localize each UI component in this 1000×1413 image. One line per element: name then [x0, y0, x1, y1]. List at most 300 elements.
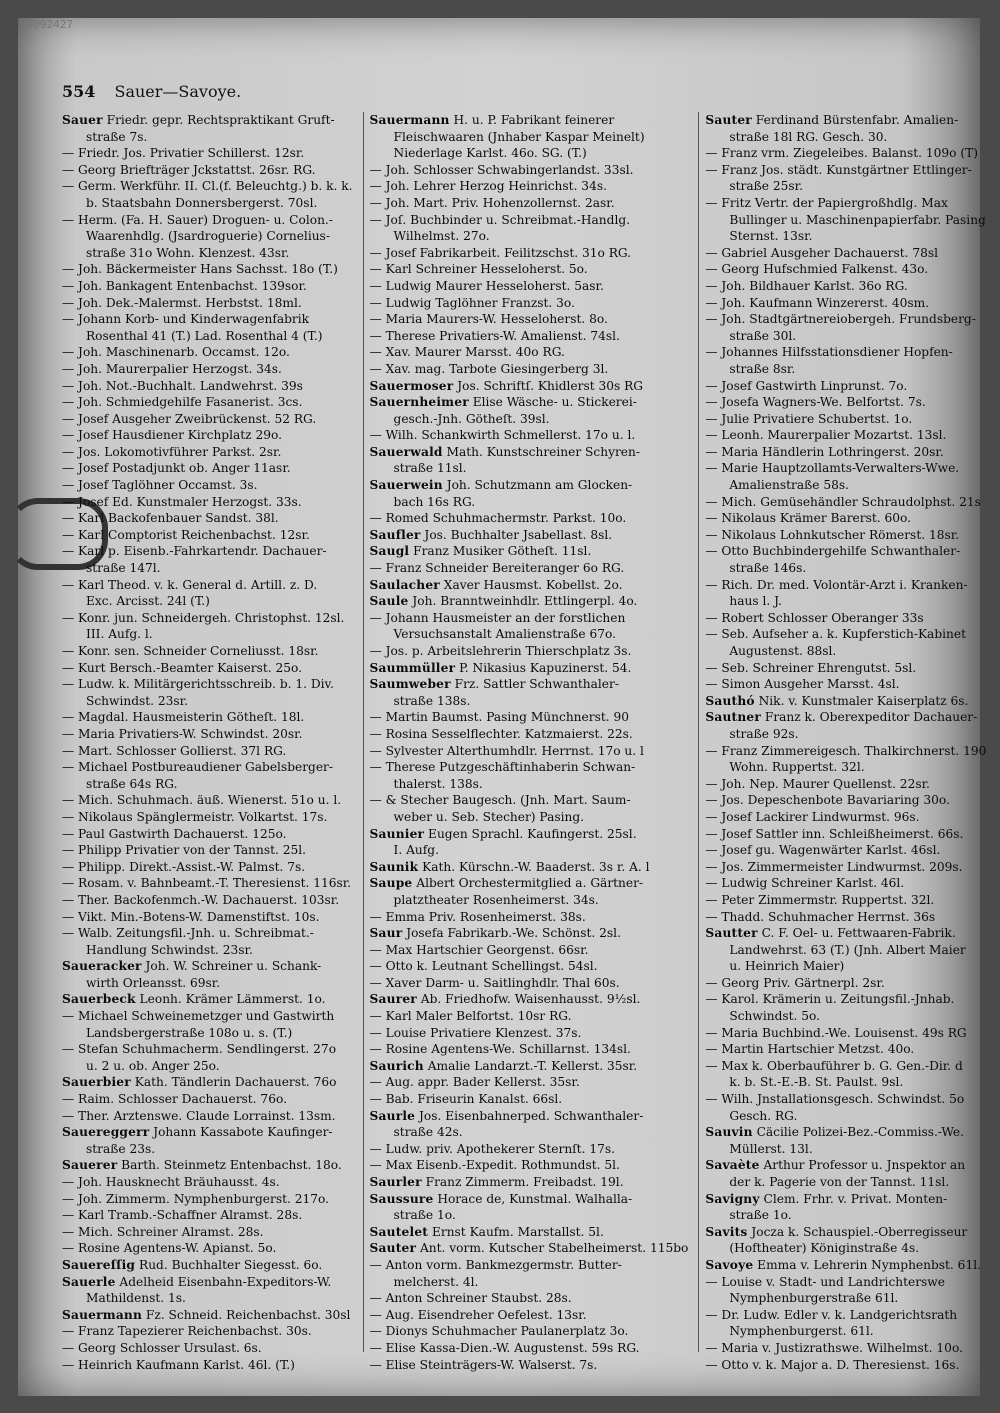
entry-text: — Xaver Darm- u. Saitlinghdlr. Thal 60s.	[369, 975, 620, 990]
entry-text: — Therese Privatiers-W. Amalienst. 74sl.	[369, 328, 620, 343]
surname-headword: Sautner	[705, 710, 761, 725]
entry-continuation	[705, 1240, 986, 1257]
surname-headword: Saupe	[369, 876, 413, 891]
entry-text: Barth. Steinmetz Entenbachst. 18o.	[117, 1158, 342, 1173]
entry-text: Leonh. Krämer Lämmerst. 1o.	[135, 992, 326, 1007]
entry-text: Frz. Sattler Schwanthaler-	[450, 677, 619, 692]
entry-text: — Leonh. Maurerpalier Mozartst. 13sl.	[705, 428, 947, 443]
entry-line	[705, 1357, 986, 1374]
entry-text: — Philipp Privatier von der Tannst. 25l.	[62, 843, 307, 858]
entry-text: P. Nikasius Kapuzinerst. 54.	[455, 660, 632, 675]
entry-text: — Emma Priv. Rosenheimerst. 38s.	[369, 909, 586, 924]
entry-text: — Robert Schlosser Oberanger 33s	[705, 610, 924, 625]
entry-continuation	[62, 693, 353, 710]
entry-continuation	[370, 626, 689, 643]
entry-continuation	[62, 776, 353, 793]
entry-continuation	[62, 195, 353, 212]
entry-line	[705, 577, 986, 594]
surname-headword: Savigny	[705, 1191, 760, 1206]
surname-headword: Saurer	[369, 992, 417, 1007]
entry-text: — Josef Taglöhner Occamst. 3s.	[62, 478, 258, 493]
entry-text: Bullinger u. Maschinenpapierfabr. Pasing	[729, 212, 986, 227]
surname-headword: Sauerle	[62, 1274, 116, 1289]
entry-text: — Friedr. Jos. Privatier Schillerst. 12sr.	[62, 146, 305, 161]
entry-continuation	[370, 1274, 689, 1291]
entry-line	[705, 411, 986, 428]
entry-text: — Otto k. Leutnant Schellingst. 54sl.	[369, 959, 598, 974]
surname-headword: Saur	[369, 926, 403, 941]
entry-line	[370, 328, 689, 345]
entry-text: — Maria Händlerin Lothringerst. 20sr.	[705, 444, 944, 459]
entry-text: — Karl p. Eisenb.-Fahrkartendr. Dachauer-	[62, 544, 327, 559]
entry-text: straße 147l.	[86, 561, 161, 576]
entry-text: — Wilh. Jnstallationsgesch. Schwindst. 5o	[705, 1092, 965, 1107]
entry-line	[705, 859, 986, 876]
entry-text: — Maria Maurers-W. Hesseloherst. 8o.	[369, 312, 608, 327]
entry-headword-line	[370, 1240, 689, 1257]
entry-text: — Vikt. Min.-Botens-W. Damenstiftst. 10s.	[62, 909, 320, 924]
surname-headword: Sauerwein	[369, 478, 443, 493]
entry-continuation	[705, 593, 986, 610]
entry-text: — Josef Hausdiener Kirchplatz 29o.	[62, 428, 282, 443]
page-header	[62, 82, 962, 106]
entry-text: Versuchsanstalt Amalienstraße 67o.	[393, 627, 616, 642]
entry-headword-line	[705, 1191, 986, 1208]
entry-text: haus l. J.	[729, 594, 782, 609]
entry-line	[62, 295, 353, 312]
entry-text: — Karl Comptorist Reichenbachst. 12sr.	[62, 527, 310, 542]
entry-text: — Joh. Bankagent Entenbachst. 139sor.	[62, 278, 307, 293]
entry-text: straße 23s.	[86, 1141, 156, 1156]
entry-text: Jos. Eisenbahnerped. Schwanthaler-	[415, 1108, 644, 1123]
entry-text: Math. Kunstschreiner Schyren-	[442, 444, 640, 459]
entry-line	[62, 527, 353, 544]
entry-text: — Louise Privatiere Klenzest. 37s.	[369, 1025, 582, 1040]
entry-line	[370, 195, 689, 212]
entry-line	[370, 1074, 689, 1091]
entry-line	[705, 145, 986, 162]
entry-text: Waarenhdlg. (Jsardroguerie) Cornelius-	[86, 229, 330, 244]
entry-text: Albert Orchestermitglied a. Gärtner-	[412, 876, 644, 891]
entry-text: — Karl Tramb.-Schaffner Alramst. 28s.	[62, 1208, 303, 1223]
entry-headword-line	[370, 543, 689, 560]
entry-line	[370, 792, 689, 809]
entry-headword-line	[370, 660, 689, 677]
entry-text: — Philipp. Direkt.-Assist.-W. Palmst. 7s.	[62, 859, 306, 874]
entry-text: Müllerst. 13l.	[729, 1141, 813, 1156]
entry-line	[705, 278, 986, 295]
entry-text: (Hoftheater) Königinstraße 4s.	[729, 1241, 920, 1256]
entry-line	[62, 826, 353, 843]
surname-headword: Saugl	[369, 544, 410, 559]
surname-headword: Saule	[369, 594, 409, 609]
entry-continuation	[62, 1290, 353, 1307]
entry-text: — Julie Privatiere Schubertst. 1o.	[705, 411, 913, 426]
entry-line	[705, 162, 986, 179]
entry-line	[705, 494, 986, 511]
entry-text: — Georg Schlosser Ursulast. 6s.	[62, 1340, 262, 1355]
entry-text: Exc. Arcisst. 24l (T.)	[86, 594, 210, 609]
entry-line	[62, 510, 353, 527]
entry-text: gesch.-Jnh. Götheſt. 39sl.	[393, 411, 550, 426]
entry-line	[705, 344, 986, 361]
surname-headword: Sauter	[705, 113, 752, 127]
entry-continuation	[370, 892, 689, 909]
entry-text: — Mich. Schuhmach. äuß. Wienerst. 51o u. l.	[62, 793, 342, 808]
surname-headword: Saunier	[369, 826, 425, 841]
entry-line	[705, 444, 986, 461]
entry-text: — Maria v. Justizrathswe. Wilhelmst. 10o.	[705, 1340, 963, 1355]
entry-line	[370, 958, 689, 975]
entry-continuation	[705, 1074, 986, 1091]
entry-line	[705, 776, 986, 793]
entry-text: straße 1o.	[393, 1208, 456, 1223]
entry-text: Ab. Friedhofw. Waisenhausst. 9½sl.	[416, 992, 641, 1007]
entry-text: — Nikolaus Krämer Barerst. 60o.	[705, 511, 912, 526]
entry-line	[370, 709, 689, 726]
entry-line	[62, 909, 353, 926]
entry-line	[370, 942, 689, 959]
entry-text: — Franz Tapezierer Reichenbachst. 30s.	[62, 1324, 312, 1339]
surname-headword: Saueracker	[62, 959, 142, 974]
entry-text: melcherst. 4l.	[393, 1274, 479, 1289]
entry-line	[370, 178, 689, 195]
entry-text: straße 18l RG. Gesch. 30.	[729, 129, 888, 144]
entry-line	[62, 726, 353, 743]
entry-text: — Therese Putzgeschäftinhaberin Schwan-	[369, 760, 636, 775]
entry-text: — & Stecher Baugesch. (Jnh. Mart. Saum-	[369, 793, 631, 808]
entry-text: bach 16s RG.	[393, 494, 476, 509]
entry-line	[62, 1174, 353, 1191]
entry-text: Jocza k. Schauspiel.-Oberregisseur	[747, 1224, 968, 1239]
entry-line	[370, 510, 689, 527]
entry-line	[705, 826, 986, 843]
entry-text: straße 92s.	[729, 726, 799, 741]
entry-text: — Konr. sen. Schneider Corneliusst. 18sr.	[62, 644, 319, 658]
surname-headword: Sauerbier	[62, 1075, 131, 1090]
entry-headword-line	[370, 1058, 689, 1075]
entry-line	[62, 543, 353, 560]
entry-headword-line	[370, 593, 689, 610]
entry-line	[370, 1290, 689, 1307]
entry-text: — Ther. Backofenmch.-W. Dachauerst. 103sr.	[62, 892, 340, 907]
entry-continuation	[705, 328, 986, 345]
entry-text: Sternst. 13sr.	[729, 229, 813, 244]
entry-headword-line	[370, 378, 689, 395]
entry-text: der k. Pagerie von der Tannst. 11sl.	[729, 1175, 950, 1189]
entry-text: straße 7s.	[86, 129, 148, 144]
entry-line	[705, 261, 986, 278]
entry-text: — Josef gu. Wagenwärter Karlst. 46sl.	[705, 843, 941, 858]
entry-text: Elise Wäsche- u. Stickerei-	[468, 395, 637, 410]
entry-text: Gesch. RG.	[729, 1108, 798, 1123]
entry-continuation	[705, 1323, 986, 1340]
entry-text: straße 146s.	[729, 561, 807, 576]
entry-line	[62, 427, 353, 444]
entry-text: — Ludwig Maurer Hesseloherst. 5asr.	[369, 278, 604, 293]
entry-text: — Otto v. k. Major a. D. Theresienst. 16s.	[705, 1357, 960, 1372]
entry-text: — Michael Postbureaudiener Gabelsberger-	[62, 760, 334, 775]
entry-line	[62, 1091, 353, 1108]
surname-headword: Sauerwald	[369, 444, 443, 459]
surname-headword: Savoye	[705, 1257, 754, 1272]
entry-text: straße 31o Wohn. Klenzest. 43sr.	[86, 245, 290, 260]
entry-line	[62, 444, 353, 461]
entry-text: — Joh. Mart. Priv. Hohenzollernst. 2asr.	[369, 195, 615, 210]
entry-line	[62, 394, 353, 411]
entry-text: Nik. v. Kunstmaler Kaiserplatz 6s.	[754, 693, 969, 708]
entry-text: b. Staatsbahn Donnersbergerst. 70sl.	[86, 195, 318, 210]
entry-text: Jos. Buchhalter Jsabellast. 8sl.	[420, 527, 613, 542]
entry-line	[705, 842, 986, 859]
entry-continuation	[705, 958, 986, 975]
entry-line	[62, 145, 353, 162]
surname-headword: Saunik	[369, 859, 419, 874]
entry-continuation	[705, 228, 986, 245]
entry-line	[370, 278, 689, 295]
entry-line	[62, 344, 353, 361]
entry-text: — Josef Gastwirth Linprunst. 7o.	[705, 378, 908, 393]
entry-continuation	[705, 726, 986, 743]
entry-line	[62, 361, 353, 378]
column-2	[363, 112, 689, 1372]
entry-continuation	[62, 593, 353, 610]
entry-text: — Johann Hausmeister an der forstlichen	[369, 610, 626, 625]
entry-line	[62, 792, 353, 809]
entry-line	[62, 759, 353, 776]
entry-line	[62, 875, 353, 892]
entry-line	[705, 510, 986, 527]
entry-continuation	[705, 212, 986, 229]
entry-text: — Karl Theod. v. k. General d. Artill. z. D.	[62, 577, 318, 592]
surname-headword: Sauereggerr	[62, 1125, 150, 1140]
entry-text: Franz Musiker Götheſt. 11sl.	[409, 544, 592, 559]
entry-continuation	[705, 643, 986, 660]
entry-text: — Ther. Arztenswe. Claude Lorrainst. 13sm.	[62, 1108, 336, 1123]
entry-headword-line	[370, 444, 689, 461]
entry-text: — Seb. Aufseher a. k. Kupferstich-Kabinet	[705, 627, 966, 642]
entry-text: — Joh. Not.-Buchhalt. Landwehrst. 39s	[62, 378, 303, 393]
entry-line	[370, 261, 689, 278]
entry-text: straße 1o.	[729, 1208, 792, 1223]
entry-text: Horace de, Kunstmal. Walhalla-	[433, 1191, 633, 1206]
entry-headword-line	[705, 709, 986, 726]
surname-headword: Saurle	[369, 1108, 416, 1123]
scan-id: 00092427	[20, 18, 73, 31]
entry-headword-line	[705, 112, 986, 129]
entry-line	[705, 394, 986, 411]
entry-line	[62, 1008, 353, 1025]
entry-line	[62, 1340, 353, 1357]
entry-text: Adelheid Eisenbahn-Expeditors-W.	[115, 1274, 332, 1289]
entry-continuation	[370, 145, 689, 162]
entry-text: straße 64s RG.	[86, 776, 178, 791]
entry-line	[370, 1008, 689, 1025]
entry-text: — Johann Korb- und Kinderwagenfabrik	[62, 312, 310, 327]
entry-line	[62, 1207, 353, 1224]
entry-continuation	[705, 1290, 986, 1307]
entry-continuation	[370, 842, 689, 859]
entry-continuation	[370, 1207, 689, 1224]
entry-text: Rud. Buchhalter Siegesst. 6o.	[135, 1257, 323, 1272]
entry-headword-line	[370, 577, 689, 594]
entry-text: — Wilh. Schankwirth Schmellerst. 17o u. l.	[369, 428, 636, 443]
entry-line	[370, 610, 689, 627]
entry-text: — Joſ. Buchbinder u. Schreibmat.-Handlg.	[369, 212, 631, 227]
entry-headword-line	[370, 676, 689, 693]
entry-text: — Johannes Hilfsstationsdiener Hopfen-	[705, 345, 953, 360]
entry-line	[62, 809, 353, 826]
entry-line	[705, 1041, 986, 1058]
surname-headword: Sauermann	[369, 113, 450, 127]
entry-text: — Aug. Eisendreher Oefelest. 13sr.	[369, 1307, 587, 1322]
entry-line	[705, 792, 986, 809]
entry-headword-line	[370, 826, 689, 843]
entry-line	[62, 1240, 353, 1257]
entry-headword-line	[62, 1124, 353, 1141]
entry-line	[705, 1340, 986, 1357]
entry-text: straße 138s.	[393, 693, 471, 708]
entry-line	[705, 626, 986, 643]
entry-text: — Louise v. Stadt- und Landrichterswe	[705, 1274, 945, 1289]
entry-text: — Rosine Agentens-W. Apianst. 5o.	[62, 1241, 277, 1256]
entry-headword-line	[62, 1074, 353, 1091]
entry-text: Friedr. gepr. Rechtspraktikant Gruft-	[102, 113, 335, 127]
entry-text: — Georg Priv. Gärtnerpl. 2sr.	[705, 975, 885, 990]
entry-text: — Nikolaus Lohnkutscher Römerst. 18sr.	[705, 527, 960, 542]
entry-continuation	[62, 328, 353, 345]
entry-line	[370, 1041, 689, 1058]
entry-text: — Maria Buchbind.-We. Louisenst. 49s RG	[705, 1025, 967, 1040]
entry-line	[705, 809, 986, 826]
entry-text: — Martin Hartschier Metzst. 40o.	[705, 1042, 915, 1057]
surname-headword: Saufler	[369, 527, 421, 542]
page-number: 554	[62, 82, 96, 101]
surname-headword: Saurich	[369, 1058, 424, 1073]
entry-line	[370, 726, 689, 743]
entry-line	[370, 311, 689, 328]
entry-text: — Max k. Oberbauführer b. G. Gen.-Dir. d	[705, 1058, 963, 1073]
entry-line	[370, 909, 689, 926]
entry-line	[370, 344, 689, 361]
entry-continuation	[705, 129, 986, 146]
surname-headword: Sauer	[62, 113, 103, 127]
entry-continuation	[705, 1008, 986, 1025]
entry-continuation	[62, 942, 353, 959]
entry-text: Ant. vorm. Kutscher Stabelheimerst. 115bo	[416, 1241, 689, 1256]
surname-headword: Sauerbeck	[62, 992, 136, 1007]
entry-headword-line	[62, 1257, 353, 1274]
entry-continuation	[62, 228, 353, 245]
entry-text: — Ludwig Schreiner Karlst. 46l.	[705, 876, 905, 891]
entry-text: Franz Zimmerm. Freibadst. 19l.	[421, 1175, 624, 1189]
entry-line	[705, 527, 986, 544]
entry-text: Joh. Schutzmann am Glocken-	[442, 478, 633, 493]
entry-line	[370, 1091, 689, 1108]
entry-line	[62, 709, 353, 726]
entry-continuation	[705, 1207, 986, 1224]
entry-line	[705, 195, 986, 212]
entry-continuation	[370, 228, 689, 245]
entry-text: — Nikolaus Spänglermeistr. Volkartst. 17s.	[62, 809, 328, 824]
entry-text: Schwindst. 5o.	[729, 1009, 821, 1024]
entry-text: — Martin Baumst. Pasing Münchnerst. 90	[369, 710, 629, 725]
entry-text: — Rosam. v. Bahnbeamt.-T. Theresienst. 116sr.	[62, 876, 352, 891]
entry-line	[62, 610, 353, 627]
entry-line	[705, 676, 986, 693]
entry-text: Ferdinand Bürstenfabr. Amalien-	[751, 113, 959, 127]
entry-text: — Joh. Dek.-Malermst. Herbstst. 18ml.	[62, 295, 302, 310]
entry-text: — Gabriel Ausgeher Dachauerst. 78sl	[705, 245, 939, 260]
entry-line	[370, 560, 689, 577]
entry-text: — Franz vrm. Ziegeleibes. Balanst. 109o (T)	[705, 146, 978, 161]
entry-line	[62, 1357, 353, 1374]
entry-continuation	[370, 809, 689, 826]
entry-line	[370, 1141, 689, 1158]
entry-text: — Karl Backofenbauer Sandst. 38l.	[62, 511, 279, 526]
entry-text: Xaver Hausmst. Kobellst. 2o.	[439, 577, 623, 592]
entry-text: k. b. St.-E.-B. St. Paulst. 9sl.	[729, 1075, 904, 1090]
entry-line	[62, 162, 353, 179]
surname-headword: Sauermann	[62, 1307, 143, 1322]
entry-continuation	[705, 759, 986, 776]
entry-text: straße 11sl.	[393, 461, 467, 476]
entry-text: u. Heinrich Maier)	[729, 959, 845, 974]
entry-text: — Joh. Maurerpalier Herzogst. 34s.	[62, 361, 282, 376]
entry-line	[370, 1307, 689, 1324]
entry-text: — Franz Zimmereigesch. Thalkirchnerst. 190	[705, 743, 987, 758]
entry-line	[370, 1157, 689, 1174]
entry-headword-line	[62, 1274, 353, 1291]
entry-text: — Sylvester Alterthumhdlr. Herrnst. 17o u. l	[369, 743, 644, 758]
entry-line	[370, 759, 689, 776]
entry-line	[705, 295, 986, 312]
entry-line	[62, 477, 353, 494]
entry-line	[62, 378, 353, 395]
entry-text: Mathildenst. 1s.	[86, 1291, 186, 1306]
entry-text: — Stefan Schuhmacherm. Sendlingerst. 27o	[62, 1042, 337, 1057]
entry-line	[705, 1091, 986, 1108]
entry-text: Jos. Schriftſ. Khidlerst 30s RG	[453, 378, 644, 393]
entry-text: Niederlage Karlst. 46o. SG. (T.)	[393, 146, 587, 161]
entry-headword-line	[370, 859, 689, 876]
entry-line	[370, 1025, 689, 1042]
entry-text: — Dr. Ludw. Edler v. k. Landgerichtsrath	[705, 1307, 958, 1322]
entry-line	[62, 1224, 353, 1241]
entry-text: — Josefa Wagners-We. Belfortst. 7s.	[705, 395, 926, 410]
surname-headword: Savaète	[705, 1158, 760, 1173]
entry-text: Amalie Landarzt.-T. Kellerst. 35sr.	[423, 1058, 638, 1073]
entry-continuation	[370, 411, 689, 428]
entry-headword-line	[370, 925, 689, 942]
entry-text: — Magdal. Hausmeisterin Götheſt. 18l.	[62, 710, 305, 725]
entry-continuation	[705, 178, 986, 195]
entry-headword-line	[370, 477, 689, 494]
entry-text: straße 25sr.	[729, 179, 803, 194]
entry-line	[705, 892, 986, 909]
surname-headword: Sauernheimer	[369, 395, 469, 410]
entry-line	[370, 361, 689, 378]
entry-headword-line	[62, 1157, 353, 1174]
entry-line	[370, 245, 689, 262]
entry-text: Augustenst. 88sl.	[729, 644, 837, 658]
entry-headword-line	[370, 527, 689, 544]
entry-line	[62, 1108, 353, 1125]
entry-text: — Franz Jos. städt. Kunstgärtner Ettlinger-	[705, 162, 972, 177]
entry-line	[705, 460, 986, 477]
entry-line	[370, 743, 689, 760]
entry-text: — Otto Buchbindergehilfe Schwanthaler-	[705, 544, 961, 559]
